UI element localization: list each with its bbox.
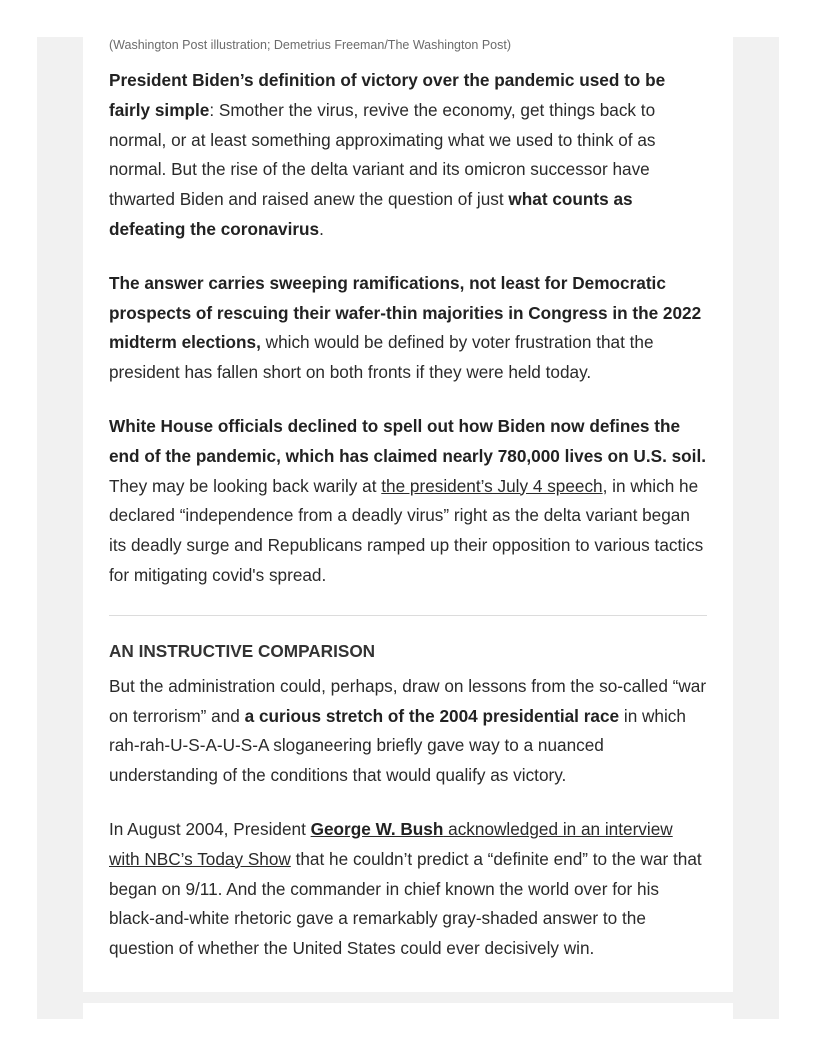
article-body bbox=[109, 37, 707, 964]
paragraph-text: , in which he declared “independence from a deadly virus” right as the delta variant began its deadly surge and Republicans ramped up their opposition to various tactics for mitigating covid's spread. bbox=[109, 475, 704, 585]
paragraph-text: in which rah-rah-U-S-A-U-S-A sloganeering briefly gave way to a nuanced understanding of the conditions that would qualify as victory. bbox=[109, 705, 686, 786]
paragraph-text: In August 2004, President bbox=[109, 818, 311, 839]
image-caption: (Washington Post illustration; Demetrius Freeman/The Washington Post) bbox=[109, 38, 512, 52]
paragraph-1 bbox=[109, 66, 707, 245]
paragraph-2 bbox=[109, 269, 707, 388]
paragraph-text: which would be defined by voter frustration that the president has fallen short on both fronts if they were held today. bbox=[109, 332, 654, 383]
bold-phrase: a curious stretch of the 2004 presidential race bbox=[244, 705, 620, 726]
section-heading: AN INSTRUCTIVE COMPARISON bbox=[109, 640, 376, 661]
next-card-edge bbox=[83, 1003, 733, 1023]
link-text: acknowledged in an interview with NBC’s Today Show bbox=[109, 818, 673, 869]
bold-lede: President Biden’s definition of victory over the pandemic used to be fairly simple bbox=[109, 70, 666, 120]
paragraph-4 bbox=[109, 672, 707, 791]
bold-phrase: what counts as defeating the coronavirus bbox=[109, 189, 633, 239]
paragraph-text: They may be looking back warily at bbox=[109, 475, 382, 496]
paragraph-text: . bbox=[319, 218, 324, 239]
article-card bbox=[83, 37, 733, 992]
july-4-speech-link[interactable]: the president’s July 4 speech bbox=[381, 475, 603, 496]
paragraph-5 bbox=[109, 815, 707, 964]
paragraph-text: that he couldn’t predict a “definite end” to the war that began on 9/11. And the commander in chief known the world over for his black-and-white rhetoric gave a remarkably gray-shaded answer to the question of whether the United States could ever decisively win. bbox=[109, 848, 702, 959]
paragraph-text: But the administration could, perhaps, draw on lessons from the so-called “war on terrorism” and bbox=[109, 675, 707, 726]
bold-lede: White House officials declined to spell out how Biden now defines the end of the pandemic, which has claimed nearly 780,000 lives on U.S. soil. bbox=[109, 415, 706, 466]
paragraph-3 bbox=[109, 412, 707, 591]
bold-lede: The answer carries sweeping ramifications, not least for Democratic prospects of rescuing their wafer-thin majorities in Congress in the 2022 midterm elections, bbox=[109, 272, 702, 353]
section-divider bbox=[109, 615, 707, 616]
bush-link-bold: George W. Bush bbox=[310, 818, 444, 839]
paragraph-text: : Smother the virus, revive the economy, get things back to normal, or at least something approximating what we used to think of as normal. But the rise of the delta variant and its omicron successor have thwarted Biden and raised anew the question of just bbox=[109, 99, 656, 210]
